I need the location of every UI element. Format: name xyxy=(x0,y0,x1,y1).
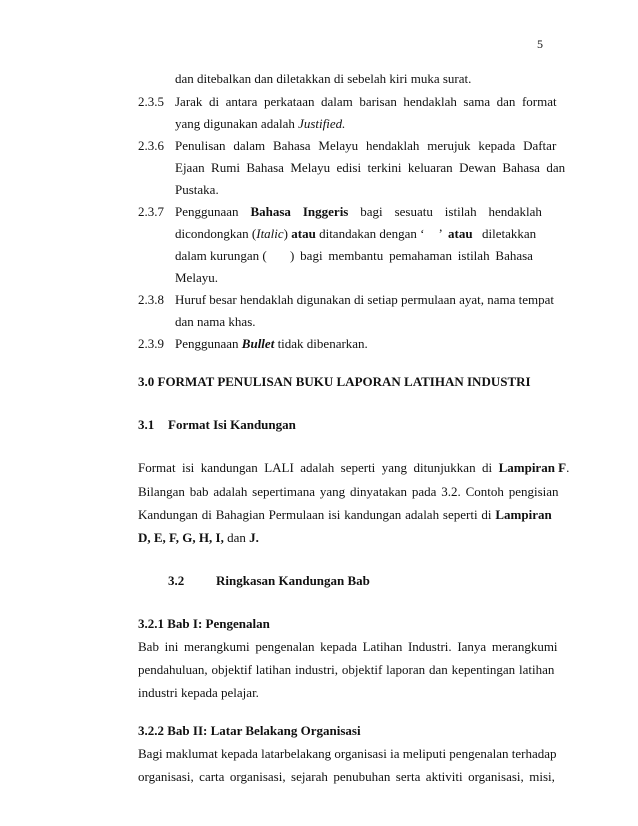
list-item-text: Melayu. xyxy=(175,270,218,285)
justified-term: Justified. xyxy=(298,116,346,131)
list-item-continuation: dan ditebalkan dan diletakkan di sebelah kiri muka surat. xyxy=(175,71,472,86)
bab-heading: 3.2.2 Bab II: Latar Belakang Organisasi xyxy=(138,723,361,738)
subsection-title: Format Isi Kandungan xyxy=(168,417,296,432)
subsection-number: 3.2 xyxy=(168,573,185,588)
list-item-text: Penggunaan Bahasa Inggeris bagi sesuatu istilah hendaklah xyxy=(175,204,542,219)
bab-heading: 3.2.1 Bab I: Pengenalan xyxy=(138,616,270,631)
list-item-text xyxy=(175,94,557,109)
subsection-title: Ringkasan Kandungan Bab xyxy=(216,573,370,588)
paragraph-line: D, E, F, G, H, I, dan J. xyxy=(138,530,259,545)
list-item-text: dalam kurungan ( ) bagi membantu pemahaman istilah Bahasa xyxy=(175,248,533,263)
paragraph-line: Format isi kandungan LALI adalah seperti yang ditunjukkan di Lampiran F. xyxy=(138,460,570,475)
item-number: 2.3.6 xyxy=(138,138,164,153)
list-item-text: Penulisan dalam Bahasa Melayu hendaklah merujuk kepada Daftar xyxy=(175,138,557,153)
list-item-text: Ejaan Rumi Bahasa Melayu edisi terkini keluaran Dewan Bahasa dan xyxy=(175,160,566,175)
paragraph-line: Bilangan bab adalah sepertimana yang dinyatakan pada 3.2. Contoh pengisian xyxy=(138,484,559,499)
item-number: 2.3.8 xyxy=(138,292,164,307)
paragraph-line: Bab ini merangkumi pengenalan kepada Latihan Industri. Ianya merangkumi xyxy=(138,639,558,654)
paragraph-line: Bagi maklumat kepada latarbelakang organisasi ia meliputi pengenalan terhadap xyxy=(138,746,557,761)
line: Jarak di antara perkataan dalam barisan hendaklah sama dan format xyxy=(175,94,557,109)
subsection-number: 3.1 xyxy=(138,417,155,432)
list-item-text: dicondongkan (Italic) atau ditandakan dengan ‘ ’ atau diletakkan xyxy=(175,226,537,241)
section-heading: 3.0 FORMAT PENULISAN BUKU LAPORAN LATIHAN INDUSTRI xyxy=(138,374,531,389)
list-item-text: dan nama khas. xyxy=(175,314,256,329)
paragraph-line: organisasi, carta organisasi, sejarah penubuhan serta aktiviti organisasi, misi, xyxy=(138,769,555,784)
page-number: 5 xyxy=(537,37,543,51)
bullet-term: Bullet xyxy=(241,336,275,351)
list-item-text: Huruf besar hendaklah digunakan di setiap permulaan ayat, nama tempat xyxy=(175,292,555,307)
list-item-text: yang digunakan adalah Justified. xyxy=(175,116,346,131)
paragraph-line: pendahuluan, objektif latihan industri, objektif laporan dan kepentingan latihan xyxy=(138,662,555,677)
list-item-text: Penggunaan Bullet tidak dibenarkan. xyxy=(175,336,368,351)
paragraph-line: Kandungan di Bahagian Permulaan isi kandungan adalah seperti di Lampiran xyxy=(138,507,552,522)
item-number: 2.3.7 xyxy=(138,204,164,219)
item-number: 2.3.5 xyxy=(138,94,164,109)
item-number: 2.3.9 xyxy=(138,336,164,351)
paragraph-line: industri kepada pelajar. xyxy=(138,685,259,700)
list-item-text: Pustaka. xyxy=(175,182,219,197)
